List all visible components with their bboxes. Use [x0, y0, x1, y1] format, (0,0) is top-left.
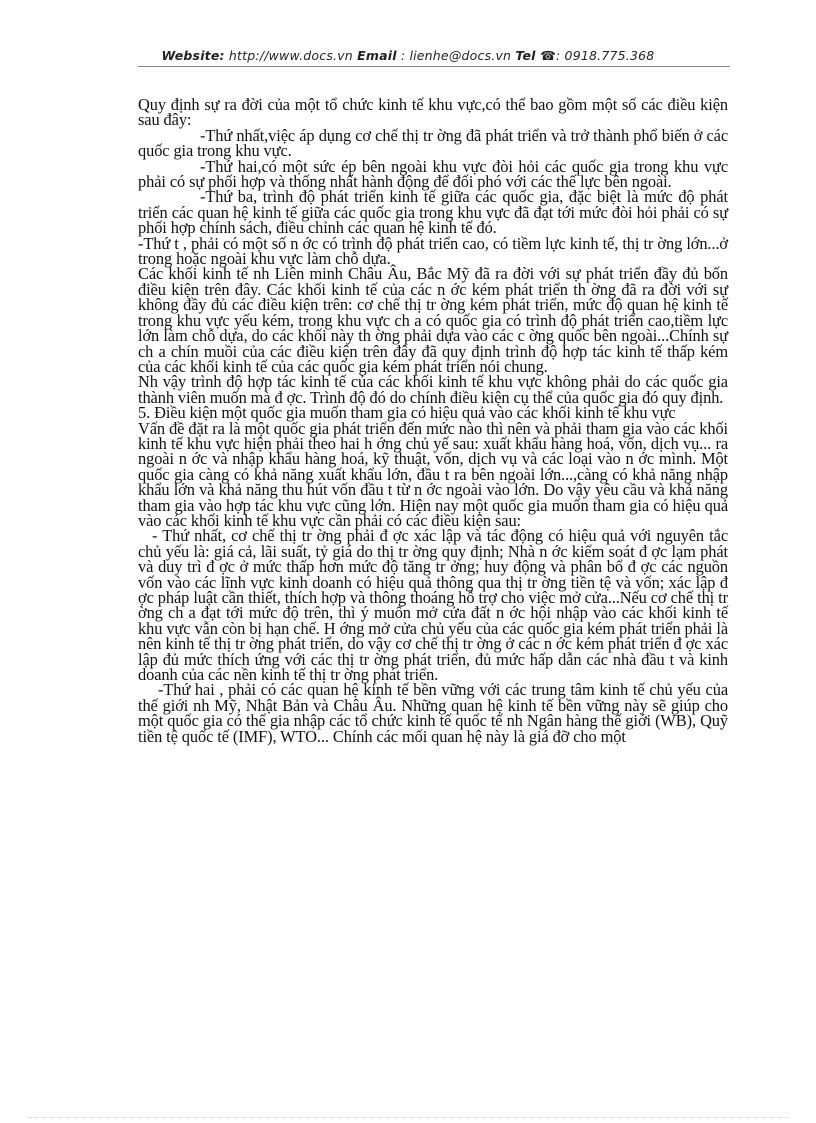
email-value: : lienhe@docs.vn — [396, 48, 516, 63]
tel-value: : 0918.775.368 — [555, 48, 655, 63]
email-label: Email — [357, 48, 397, 63]
paragraph-requirement-2: -Thứ hai , phải có các quan hệ kinh tế bền vững với các trung tâm kinh tế chủ yếu của thế giới nh Mỹ, Nhật Bản và Châu Âu. Những quan hệ kinh tế bền vững này sẽ giúp cho một quốc gia có thể gia nhập các tổ chức kinh tế quốc tế nh Ngân hàng thế giới (WB), Quỹ tiền tệ quốc tế (IMF), WTO... Chính các mối quan hệ này là giá đỡ cho một — [138, 680, 728, 746]
page-header — [0, 48, 816, 63]
paragraph-section-5-intro: Vấn đề đặt ra là một quốc gia phát triển đến mức nào thì nên và phải tham gia vào các khối kinh tế khu vực hiện phải theo hai h ớng chủ yế sau: xuất khẩu hàng hoá, vốn, dịch vụ... ra ngoài n ớc và nhập khẩu hàng hoá, kỹ thuật, vốn, dịch vụ và các loại vào n ớc mình. Một quốc gia càng có khả năng xuất khẩu lớn, đầu t ra bên ngoài lớn...,càng có khả năng nhập khẩu lớn và khả năng thu hút vốn đầu t từ n ớc ngoài vào lớn. Do vậy yêu cầu và khả năng tham gia vào hợp tác khu vực cũng lớn. Hiện nay một quốc gia muốn tham gia có hiệu quả vào các khối kinh tế khu vực cần phải có các điều kiện sau: — [138, 418, 728, 530]
paragraph-requirement-1: - Thứ nhất, cơ chế thị tr ờng phải đ ợc xác lập và tác động có hiệu quả với nguyên tắc chủ yếu là: giá cả, lãi suất, tỷ giá do thị tr ờng quy định; Nhà n ớc kiểm soát đ ợc lạm phát và duy trì đ ợc ở mức thấp hơn mức độ tăng tr ởng; huy động và phân bổ đ ợc các nguồn vốn vào các lĩnh vực kinh doanh có hiệu quả thông qua thị tr ờng tiền tệ và vốn; xác lập đ ợc pháp luật cần thiết, thích hợp và thông thoáng hỗ trợ cho việc mở cửa...Nếu cơ chế thị tr ờng ch a đạt tới mức độ trên, thì ý muốn mở cửa đất n ớc hội nhập vào các khối kinh tế khu vực vẫn còn bị hạn chế. H ớng mở cửa chủ yếu của các quốc gia kém phát triển phải là nên kinh tế thị tr ờng phát triển, do vậy cơ chế thị tr ờng ở các n ớc kém phát triển đ ợc xác lập đủ mức thích ứng với các thị tr ờng phát triển, đủ mức hấp dẫn các nhà đầu t và kinh doanh của các nền kinh tế thị tr ờng phát triển. — [138, 526, 728, 685]
tel-label: Tel ☎ — [515, 48, 556, 63]
paragraph-condition-4: -Thứ t , phải có một số n ớc có trình độ phát triển cao, có tiềm lực kinh tế, thị tr ờng lớn...ở trong hoặc ngoài khu vực làm chỗ dựa. — [138, 233, 728, 269]
paragraph-conclusion: Nh vậy trình độ hợp tác kinh tế của các khối kinh tế khu vực không phải do các quốc gia thành viên muốn mà đ ợc. Trình độ đó do chính điều kiện cụ thể của quốc gia đó quy định. — [138, 372, 728, 407]
section-heading-5: 5. Điều kiện một quốc gia muốn tham gia có hiệu quả vào các khối kinh tế khu vực — [138, 403, 676, 423]
website-label: Website: — [161, 48, 225, 63]
paragraph-condition-3: -Thứ ba, trình độ phát triển kinh tế giữa các quốc gia, đặc biệt là mức độ phát triển các quan hệ kinh tế giữa các quốc gia trong khu vực đã đạt tới mức đòi hỏi phải có sự phối hợp chính sách, điều chỉnh các quan hệ kinh tế đó. — [138, 187, 728, 238]
paragraph-condition-2: -Thứ hai,có một sức ép bên ngoài khu vực đòi hỏi các quốc gia trong khu vực phải có sự phối hợp và thống nhất hành động để đối phó với các thế lực bên ngoài. — [138, 156, 728, 192]
document-body — [138, 97, 728, 744]
paragraph-economic-blocs: Các khối kinh tế nh Liên minh Châu Âu, Bắc Mỹ đã ra đời với sự phát triển đầy đủ bốn điều kiện trên đây. Các khối kinh tế của các n ớc kém phát triển th ờng đã ra đời với sự không đầy đủ các điều kiện trên: cơ chế thị tr ờng kém phát triển, mức độ quan hệ kinh tế trong khu vực yếu kém, trong khu vực ch a có quốc gia có trình độ phát triển cao,tiềm lực lớn làm chỗ dựa, do các khối này th ờng phải dựa vào các c ờng quốc bên ngoài...Chính sự ch a chín muồi của các điều kiện trên đây đã quy định trình độ hợp tác kinh tế thấp kém của các khối kinh tế của các quốc gia kém phát triển nói chung. — [138, 264, 728, 376]
paragraph-condition-1: -Thứ nhất,việc áp dụng cơ chế thị tr ờng đã phát triển và trở thành phổ biến ở các quốc gia trong khu vực. — [138, 125, 728, 161]
paragraph-intro: Quy định sự ra đời của một tổ chức kinh tế khu vực,có thể bao gồm một số các điều kiện sau đây: — [138, 95, 728, 130]
website-value: http://www.docs.vn — [224, 48, 358, 63]
page-bottom-border — [28, 1117, 788, 1118]
header-divider — [138, 66, 730, 67]
